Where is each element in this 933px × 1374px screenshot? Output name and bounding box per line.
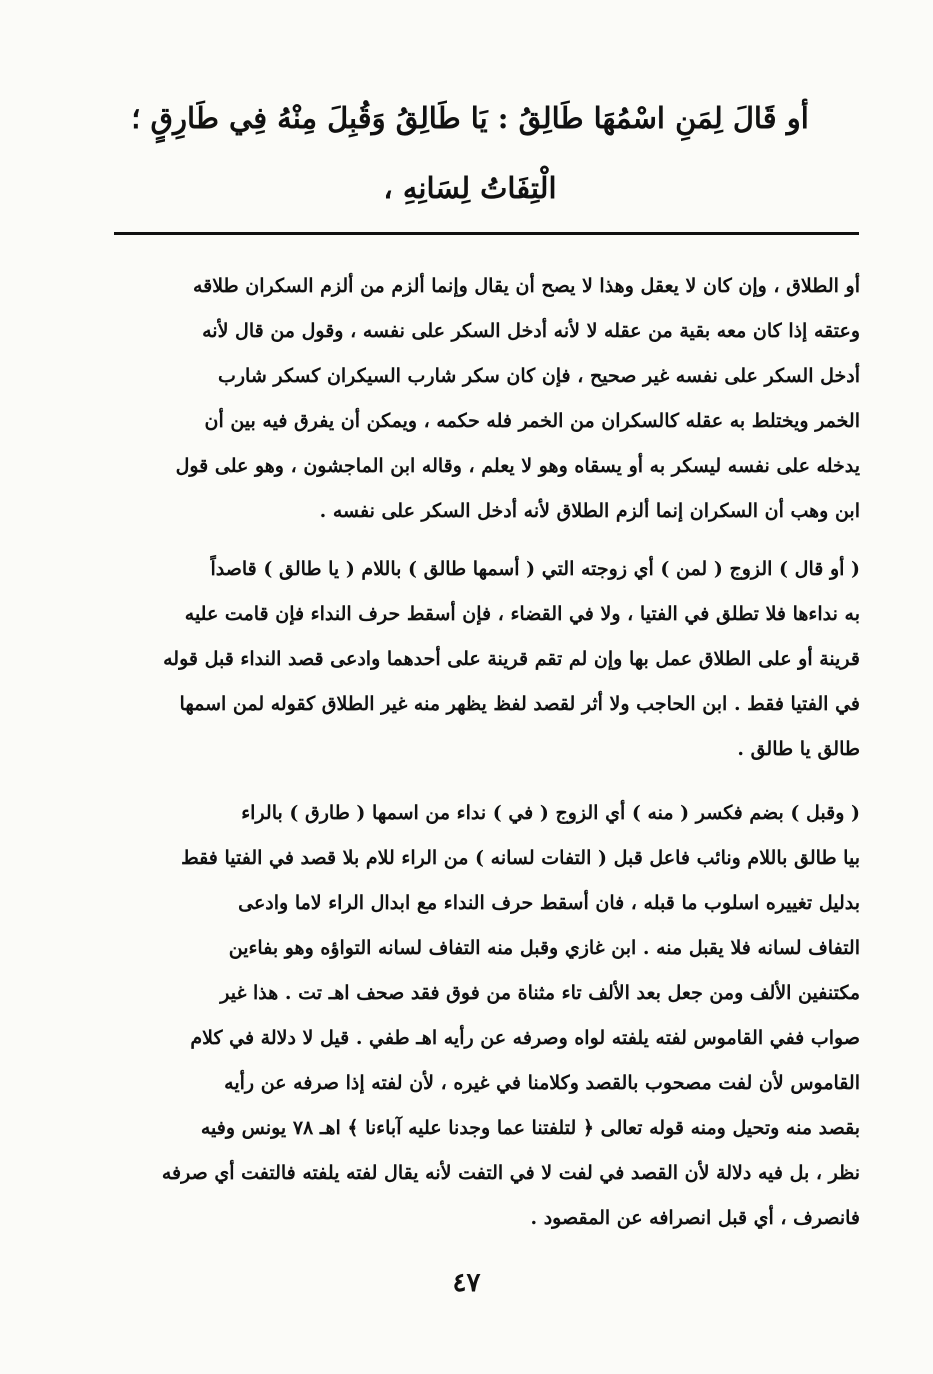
text-line: بقصد منه وتحيل ومنه قوله تعالى ﴿ لتلفتنا عما وجدنا عليه آباءنا ﴾ اهـ ٧٨ يونس وفيه (200, 1117, 860, 1139)
matn-heading-line-1: أو قَالَ لِمَنِ اسْمُهَا طَالِقُ : يَا طَالِقُ وَقُبِلَ مِنْهُ فِي طَارِقٍ ؛ (131, 101, 809, 135)
text-line: نظر ، بل فيه دلالة لأن القصد في لفت لا في التفت لأنه يقال لفته يلفته فالتفت أي صرفه (161, 1162, 860, 1184)
text-line: الخمر ويختلط به عقله كالسكران من الخمر فله حكمه ، ويمكن أن يفرق فيه بين أن (204, 410, 860, 432)
commentary-paragraph-1 (98, 264, 860, 534)
text-line: يدخله على نفسه ليسكر به أو يسقاه وهو لا يعلم ، وقاله ابن الماجشون ، وهو على قول (175, 455, 860, 477)
text-line: ( أو قال ) الزوج ( لمن ) أي زوجته التي ( أسمها طالق ) باللام ( يا طالق ) قاصداً (210, 558, 860, 580)
text-line: التفاف لسانه فلا يقبل منه . ابن غازي وقبل منه التفاف لسانه التواؤه وهو بفاءين (228, 937, 860, 959)
matn-heading-line-2: الْتِفَاتُ لِسَانِهِ ، (383, 171, 557, 205)
text-line: طالق يا طالق . (737, 738, 860, 760)
text-line: به نداءها فلا تطلق في الفتيا ، ولا في القضاء ، فإن أسقط حرف النداء فإن قامت عليه (184, 603, 860, 625)
page-number: ٤٧ (452, 1268, 481, 1298)
text-line: قرينة أو على الطلاق عمل بها وإن لم تقم قرينة على أحدهما وادعى قصد النداء قبل قوله (163, 648, 860, 670)
text-line: أدخل السكر على نفسه غير صحيح ، فإن كان سكر شارب السيكران كسكر شارب (217, 365, 860, 387)
horizontal-rule (114, 232, 859, 235)
text-line: مكتنفين الألف ومن جعل بعد الألف تاء مثناة من فوق فقد صحف اهـ تت . هذا غير (220, 982, 860, 1004)
commentary-paragraph-2 (98, 547, 860, 772)
text-line: ( وقبل ) بضم فكسر ( منه ) أي الزوج ( في ) نداء من اسمها ( طارق ) بالراء (241, 802, 860, 824)
text-line: صواب ففي القاموس لفته يلفته لواه وصرفه عن رأيه اهـ طفي . قيل لا دلالة في كلام (190, 1027, 860, 1049)
text-line: القاموس لأن لفت مصحوب بالقصد وكلامنا في غيره ، لأن لفته إذا صرفه عن رأيه (224, 1072, 860, 1094)
text-line: ابن وهب أن السكران إنما ألزم الطلاق لأنه أدخل السكر على نفسه . (319, 500, 860, 522)
text-line: فانصرف ، أي قبل انصرافه عن المقصود . (530, 1207, 860, 1229)
text-line: في الفتيا فقط . ابن الحاجب ولا أثر لقصد لفظ يظهر منه غير الطلاق كقوله لمن اسمها (179, 693, 860, 715)
commentary-paragraph-3 (98, 791, 860, 1241)
text-line: أو الطلاق ، وإن كان لا يعقل وهذا لا يصح أن يقال وإنما ألزم من ألزم السكران طلاقه (192, 275, 860, 297)
text-line: بدليل تغييره اسلوب ما قبله ، فان أسقط حرف النداء مع ابدال الراء لاما وادعى (238, 892, 860, 914)
text-line: بيا طالق باللام ونائب فاعل قبل ( التفات لسانه ) من الراء للام بلا قصد في الفتيا فقط (181, 847, 860, 869)
text-line: وعتقه إذا كان معه بقية من عقله لا لأنه أدخل السكر على نفسه ، وقول من قال لأنه (202, 320, 860, 342)
